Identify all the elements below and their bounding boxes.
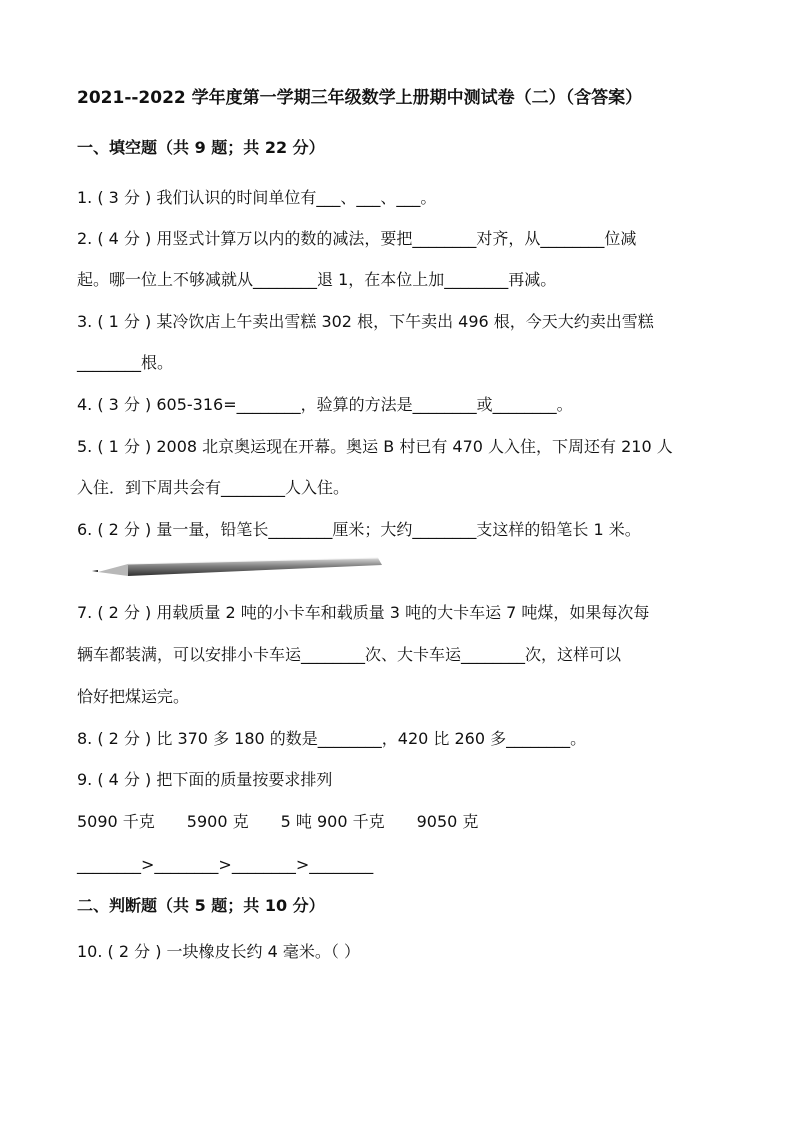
page-title: 2021--2022 学年度第一学期三年级数学上册期中测试卷（二）（含答案） [77, 88, 643, 108]
question-4: 4. ( 3 分 ) 605-316=________，验算的方法是________或________。 [77, 395, 573, 414]
question-3-line-1: 3. ( 1 分 ) 某冷饮店上午卖出雪糕 302 根，下午卖出 496 根，今天大约卖出雪糕 [77, 312, 654, 331]
question-7-line-1: 7. ( 2 分 ) 用载质量 2 吨的小卡车和载质量 3 吨的大卡车运 7 吨煤，如果每次每 [77, 603, 650, 622]
question-2-line-2: 起。哪一位上不够减就从________退 1，在本位上加________再减。 [77, 270, 557, 289]
question-5-line-1: 5. ( 1 分 ) 2008 北京奥运现在开幕。奥运 B 村已有 470 人入住，下周还有 210 人 [77, 437, 673, 456]
pencil-image [92, 554, 384, 582]
section-heading-fill: 一、填空题（共 9 题；共 22 分） [77, 138, 325, 157]
question-8: 8. ( 2 分 ) 比 370 多 180 的数是________，420 比 260 多________。 [77, 729, 587, 748]
question-10: 10. ( 2 分 ) 一块橡皮长约 4 毫米。（ ） [77, 942, 360, 961]
question-9: 9. ( 4 分 ) 把下面的质量按要求排列 [77, 770, 333, 789]
question-5-line-2: 入住．到下周共会有________人入住。 [77, 478, 350, 497]
question-6: 6. ( 2 分 ) 量一量，铅笔长________厘米；大约________支这样的铅笔长 1 米。 [77, 520, 641, 539]
question-9-order-blanks: ________>________>________>________ [77, 855, 374, 874]
section-heading-judge: 二、判断题（共 5 题；共 10 分） [77, 896, 325, 915]
question-7-line-2: 辆车都装满，可以安排小卡车运________次、大卡车运________次，这样可以 [77, 645, 622, 664]
question-7-line-3: 恰好把煤运完。 [77, 687, 190, 706]
question-1: 1. ( 3 分 ) 我们认识的时间单位有___、___、___。 [77, 188, 437, 207]
question-9-values: 5090 千克 5900 克 5 吨 900 千克 9050 克 [77, 812, 479, 831]
question-3-line-2: ________根。 [77, 353, 174, 372]
question-2-line-1: 2. ( 4 分 ) 用竖式计算万以内的数的减法，要把________对齐，从________位减 [77, 229, 637, 248]
